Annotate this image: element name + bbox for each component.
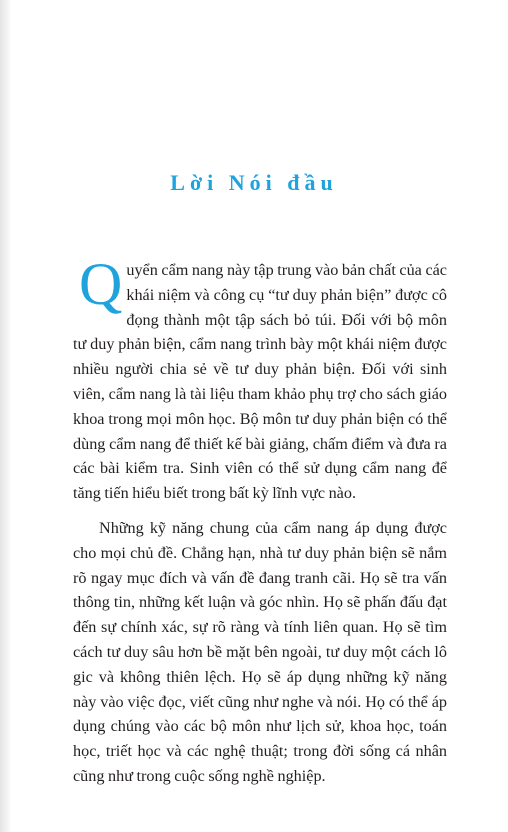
body-text	[73, 251, 447, 789]
paragraph-1	[73, 251, 447, 506]
paragraph-2: Những kỹ năng chung của cẩm nang áp dụng được cho mọi chủ đề. Chẳng hạn, nhà tư duy phản biện sẽ nắm rõ ngay mục đích và vấn đề đang tranh cãi. Họ sẽ tra vấn thông tin, những kết luận và góc nhìn. Họ sẽ phấn đấu đạt đến sự chính xác, sự rõ ràng và tính liên quan. Họ sẽ tìm cách tư duy sâu hơn bề mặt bên ngoài, tư duy một cách lô gic và không thiên lệch. Họ sẽ áp dụng những kỹ năng này vào việc đọc, viết cũng như nghe và nói. Họ có thể áp dụng chúng vào các bộ môn như lịch sử, khoa học, toán học, triết học và các nghệ thuật; trong đời sống cá nhân cũng như trong cuộc sống nghề nghiệp.	[73, 518, 447, 785]
drop-cap: Q	[79, 251, 123, 317]
chapter-title: Lời Nói đầu	[170, 170, 338, 195]
page-gutter-shadow	[0, 0, 12, 832]
paragraph-1-text: uyển cẩm nang này tập trung vào bản chất của các khái niệm và công cụ “tư duy phản biện” được cô đọng thành một tập sách bỏ túi. Đối với bộ môn tư duy phản biện, cẩm nang trình bày một khái niệm được nhiều người chia sẻ về tư duy phản biện. Đối với sinh viên, cẩm nang là tài liệu tham khảo phụ trợ cho sách giáo khoa trong mọi môn học. Bộ môn tư duy phản biện có thể dùng cẩm nang để thiết kế bài giảng, chấm điểm và đưa ra các bài kiểm tra. Sinh viên có thể sử dụng cẩm nang để tăng tiến hiểu biết trong bất kỳ lĩnh vực nào.	[73, 261, 447, 503]
